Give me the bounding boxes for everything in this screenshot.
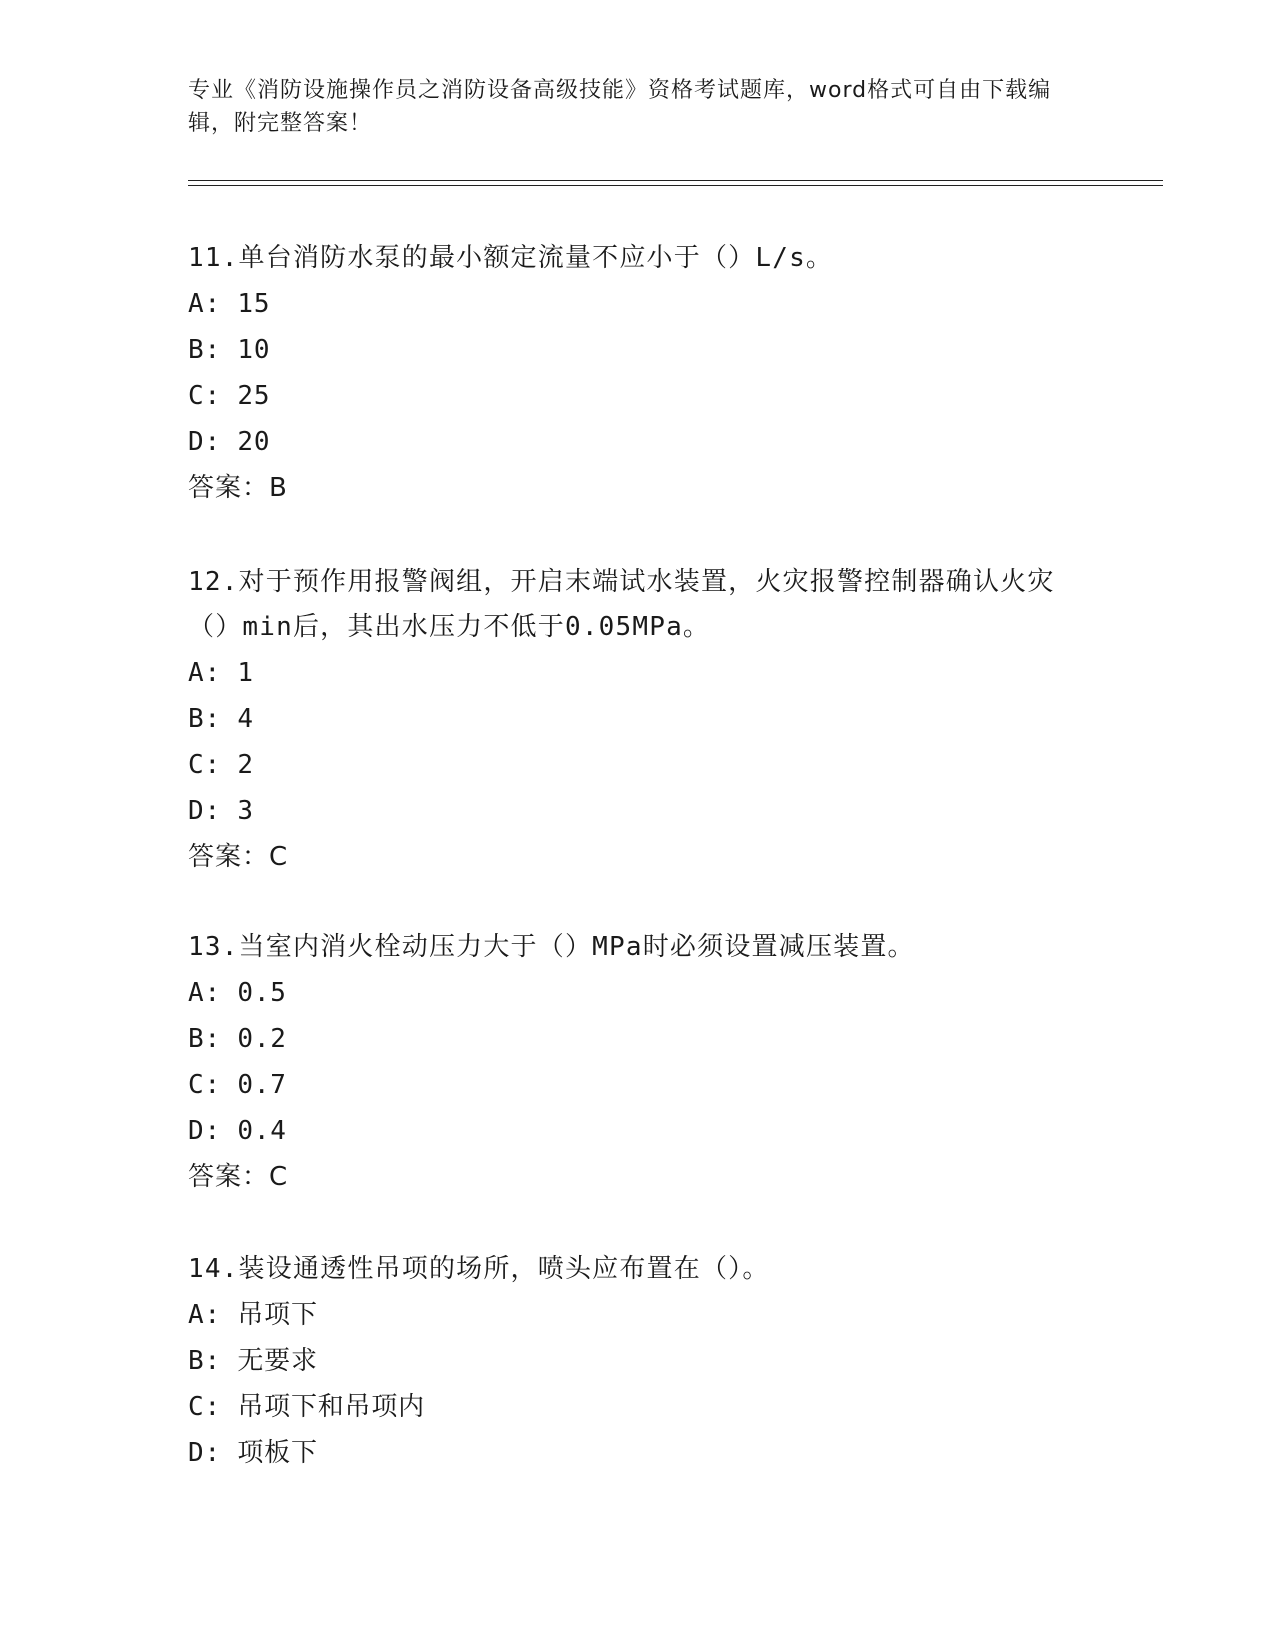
option-c: C: 25	[188, 381, 271, 411]
option-b: B: 无要求	[188, 1346, 318, 1376]
option-c: C: 2	[188, 750, 254, 780]
question-stem: 14.装设通透性吊项的场所，喷头应布置在（）。	[188, 1254, 770, 1284]
option-c: C: 吊项下和吊项内	[188, 1392, 425, 1422]
answer: 答案：B	[188, 473, 288, 503]
document-header: 专业《消防设施操作员之消防设备高级技能》资格考试题库，word格式可自由下载编辑，附完整答案！	[188, 78, 1052, 136]
option-b: B: 10	[188, 335, 271, 365]
option-a: A: 15	[188, 289, 271, 319]
option-b: B: 4	[188, 704, 254, 734]
option-d: D: 0.4	[188, 1116, 287, 1146]
question-stem: 13.当室内消火栓动压力大于（）MPa时必须设置减压装置。	[188, 932, 915, 962]
option-d: D: 3	[188, 796, 254, 826]
option-b: B: 0.2	[188, 1024, 287, 1054]
question-13	[188, 925, 1088, 1200]
header-rule-bottom	[188, 185, 1163, 186]
question-stem: 12.对于预作用报警阀组，开启末端试水装置，火灾报警控制器确认火灾（）min后，其出水压力不低于0.05MPa。	[188, 567, 1055, 642]
option-d: D: 20	[188, 427, 271, 457]
answer: 答案：C	[188, 842, 289, 872]
option-a: A: 吊项下	[188, 1300, 318, 1330]
option-a: A: 1	[188, 658, 254, 688]
option-d: D: 项板下	[188, 1438, 318, 1468]
question-11	[188, 236, 1088, 511]
option-a: A: 0.5	[188, 978, 287, 1008]
option-c: C: 0.7	[188, 1070, 287, 1100]
question-14	[188, 1247, 1088, 1476]
question-12	[188, 560, 1088, 880]
header-rule-top	[188, 180, 1163, 181]
question-stem: 11.单台消防水泵的最小额定流量不应小于（）L/s。	[188, 243, 834, 273]
answer: 答案：C	[188, 1162, 289, 1192]
